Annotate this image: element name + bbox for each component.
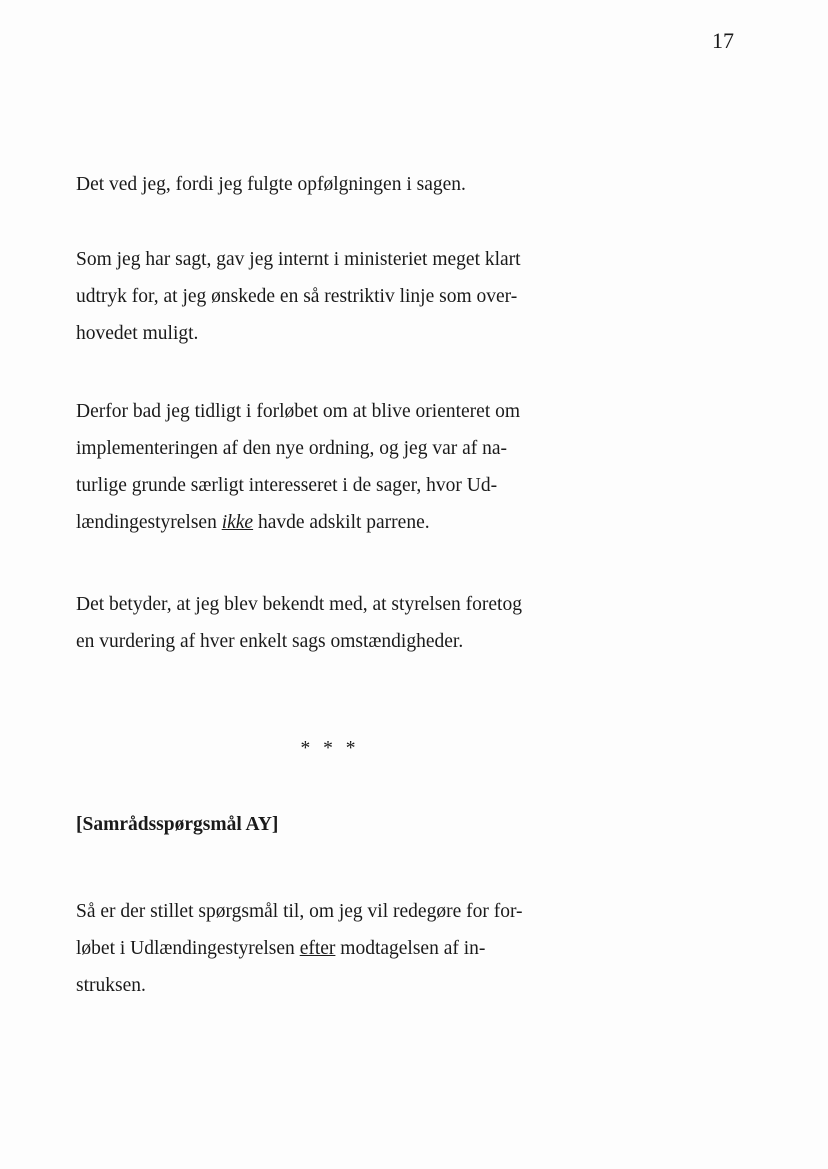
underlined-word: efter [299,938,336,959]
paragraph-5 [76,893,596,1004]
section-heading: [Samrådsspørgsmål AY] [76,814,279,835]
text-segment: løbet i Udlændingestyrelsen [76,938,300,959]
paragraph-line: Derfor bad jeg tidligt i forløbet om at blive orienteret om [76,401,521,422]
paragraph-line: Det betyder, at jeg blev bekendt med, at styrelsen foretog [76,594,522,615]
paragraph-line: struksen. [76,975,146,996]
paragraph-line [76,504,596,541]
text-segment: havde adskilt parrene. [253,512,430,533]
paragraph-1 [76,166,596,203]
paragraph-line: hovedet muligt. [76,323,199,344]
emphasized-word: ikke [221,512,254,533]
page-number: 17 [712,28,734,53]
paragraph-line: Så er der stillet spørgsmål til, om jeg vil redegøre for for- [76,901,523,922]
paragraph-4 [76,586,596,660]
paragraph-line: Som jeg har sagt, gav jeg internt i ministeriet meget klart [76,249,521,270]
paragraph-2 [76,241,596,352]
paragraph-3 [76,393,596,541]
paragraph-line: udtryk for, at jeg ønskede en så restriktiv linje som over- [76,286,518,307]
paragraph-line: en vurdering af hver enkelt sags omstændigheder. [76,631,464,652]
paragraph-line: implementeringen af den nye ordning, og jeg var af na- [76,438,508,459]
section-separator: * * * [300,738,360,759]
paragraph-line [76,930,596,967]
paragraph-line: turlige grunde særligt interesseret i de sager, hvor Ud- [76,475,498,496]
paragraph-line: Det ved jeg, fordi jeg fulgte opfølgningen i sagen. [76,174,466,195]
text-segment: modtagelsen af in- [335,938,486,959]
text-segment: lændingestyrelsen [76,512,222,533]
